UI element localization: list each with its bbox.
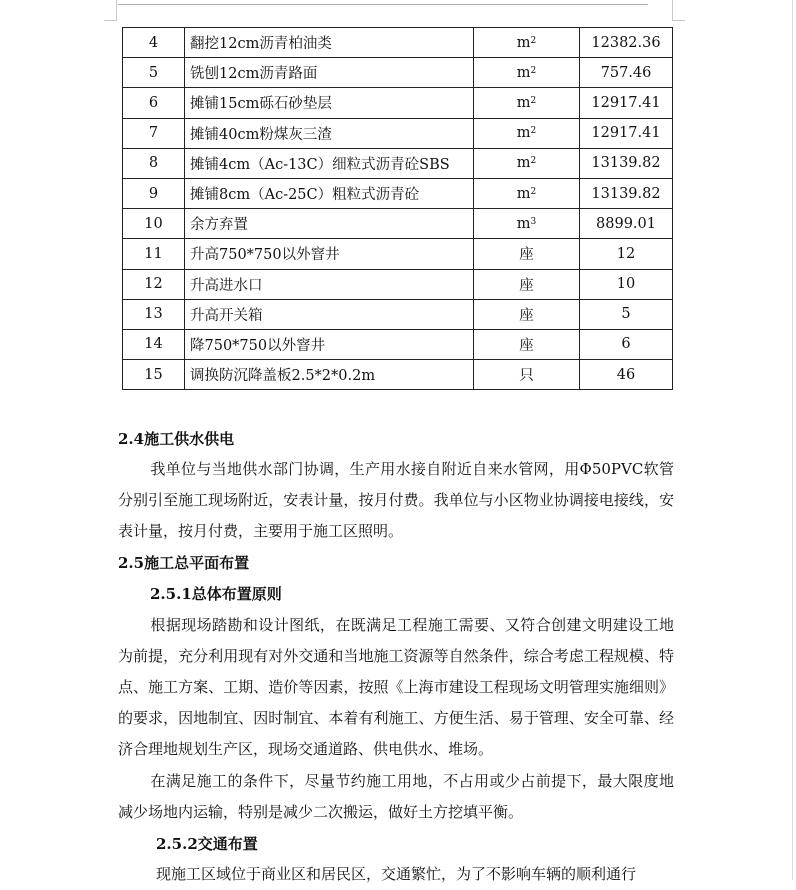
table-row (123, 239, 673, 269)
item-name: 铣刨12cm沥青路面 (185, 58, 474, 88)
unit-symbol: m (516, 155, 531, 172)
item-unit (474, 239, 580, 269)
item-unit (474, 118, 580, 148)
item-unit (474, 58, 580, 88)
unit-symbol: m (516, 64, 531, 81)
section-2-5-2-heading: 2.5.2交通布置 (156, 835, 258, 853)
item-unit (474, 269, 580, 299)
item-name: 余方弃置 (185, 209, 474, 239)
item-unit (474, 88, 580, 118)
item-name: 摊铺40cm粉煤灰三渣 (185, 118, 474, 148)
item-unit (474, 360, 580, 390)
row-number: 6 (123, 88, 185, 118)
item-name: 升高开关箱 (185, 299, 474, 329)
item-name: 升高750*750以外窨井 (185, 239, 474, 269)
section-2-5-1-paragraph-1: 根据现场踏勘和设计图纸，在既满足工程施工需要、又符合创建文明建设工地为前提，充分利用现有对外交通和当地施工资源等自然条件，综合考虑工程规模、特点、施工方案、工期、造价等因素，按照《上海市建设工程现场文明管理实施细则》的要求，因地制宜、因时制宜、本着有利施工、方便生活、易于管理、安全可靠、经济合理地规划生产区，现场交通道路、供电供水、堆场。 (118, 616, 674, 758)
page-header-rule (118, 4, 648, 5)
section-2-5-heading: 2.5施工总平面布置 (118, 554, 250, 572)
table-row (123, 58, 673, 88)
unit-exponent: 3 (530, 216, 537, 227)
item-unit (474, 209, 580, 239)
unit-symbol: m (516, 185, 531, 202)
item-quantity: 13139.82 (580, 178, 673, 208)
table-row (123, 269, 673, 299)
row-number: 5 (123, 58, 185, 88)
item-name: 降750*750以外窨井 (185, 329, 474, 359)
margin-corner-mark-left (104, 0, 117, 21)
item-quantity: 8899.01 (580, 209, 673, 239)
item-unit (474, 148, 580, 178)
row-number: 13 (123, 299, 185, 329)
item-quantity: 10 (580, 269, 673, 299)
section-2-5-1-paragraph-2: 在满足施工的条件下，尽量节约施工用地，不占用或少占前提下，最大限度地减少场地内运输，特别是减少二次搬运，做好土方挖填平衡。 (118, 772, 674, 821)
section-2-4-heading: 2.4施工供水供电 (118, 430, 235, 448)
unit-exponent: 2 (530, 35, 537, 46)
item-name: 摊铺4cm（Ac-13C）细粒式沥青砼SBS (185, 148, 474, 178)
unit-symbol: m (516, 94, 531, 111)
table-row (123, 148, 673, 178)
item-quantity: 12917.41 (580, 88, 673, 118)
unit-symbol: 座 (519, 277, 534, 294)
item-quantity: 12382.36 (580, 28, 673, 58)
unit-symbol: 座 (519, 247, 534, 264)
quantity-table-body (123, 28, 673, 390)
item-unit (474, 28, 580, 58)
margin-corner-mark-right (672, 0, 685, 21)
item-quantity: 757.46 (580, 58, 673, 88)
unit-symbol: 座 (519, 307, 534, 324)
table-row (123, 209, 673, 239)
row-number: 12 (123, 269, 185, 299)
row-number: 11 (123, 239, 185, 269)
item-quantity: 46 (580, 360, 673, 390)
unit-exponent: 2 (530, 126, 537, 137)
unit-symbol: 座 (519, 337, 534, 354)
item-quantity: 5 (580, 299, 673, 329)
unit-symbol: m (516, 125, 531, 142)
unit-exponent: 2 (530, 156, 537, 167)
table-row (123, 329, 673, 359)
table-row (123, 178, 673, 208)
item-name: 调换防沉降盖板2.5*2*0.2m (185, 360, 474, 390)
unit-symbol: m (516, 34, 531, 51)
unit-symbol: m (516, 215, 531, 232)
row-number: 8 (123, 148, 185, 178)
table-row (123, 299, 673, 329)
unit-exponent: 2 (530, 186, 537, 197)
item-unit (474, 299, 580, 329)
item-quantity: 12 (580, 239, 673, 269)
unit-exponent: 2 (530, 65, 537, 76)
item-unit (474, 329, 580, 359)
section-2-5-1-heading: 2.5.1总体布置原则 (150, 585, 282, 603)
table-row (123, 118, 673, 148)
window-edge (792, 0, 793, 880)
row-number: 7 (123, 118, 185, 148)
item-name: 摊铺15cm砾石砂垫层 (185, 88, 474, 118)
table-row (123, 28, 673, 58)
section-2-5-2-paragraph: 现施工区域位于商业区和居民区，交通繁忙，为了不影响车辆的顺利通行 (156, 865, 637, 883)
row-number: 14 (123, 329, 185, 359)
item-name: 摊铺8cm（Ac-25C）粗粒式沥青砼 (185, 178, 474, 208)
row-number: 15 (123, 360, 185, 390)
table-row (123, 360, 673, 390)
row-number: 4 (123, 28, 185, 58)
item-unit (474, 178, 580, 208)
section-2-4-paragraph: 我单位与当地供水部门协调，生产用水接自附近自来水管网，用Φ50PVC软管分别引至施工现场附近，安表计量，按月付费。我单位与小区物业协调接电接线，安表计量，按月付费，主要用于施工区照明。 (118, 460, 674, 540)
item-quantity: 13139.82 (580, 148, 673, 178)
item-name: 升高进水口 (185, 269, 474, 299)
quantity-table (122, 27, 673, 390)
item-quantity: 12917.41 (580, 118, 673, 148)
unit-symbol: 只 (519, 368, 534, 385)
table-row (123, 88, 673, 118)
item-quantity: 6 (580, 329, 673, 359)
item-name: 翻挖12cm沥青柏油类 (185, 28, 474, 58)
row-number: 10 (123, 209, 185, 239)
unit-exponent: 2 (530, 95, 537, 106)
row-number: 9 (123, 178, 185, 208)
